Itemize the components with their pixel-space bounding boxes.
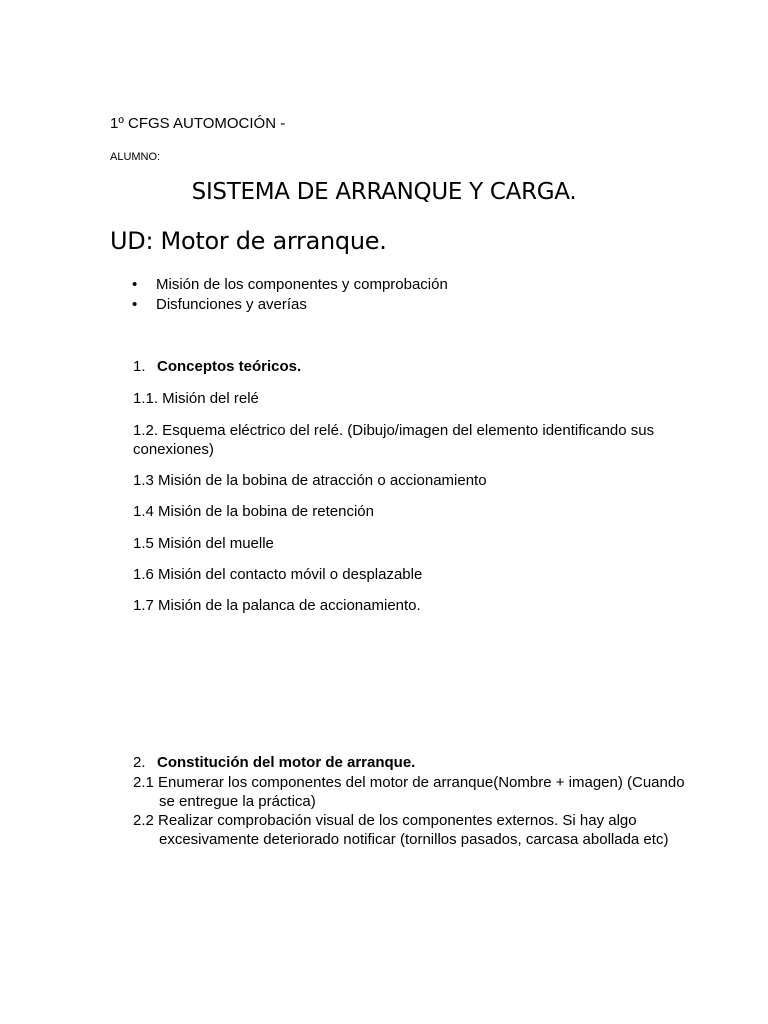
- unit-title: UD: Motor de arranque.: [110, 227, 387, 255]
- bullet-icon: •: [132, 296, 138, 313]
- section-1-item: 1.4 Misión de la bobina de retención: [133, 503, 374, 520]
- section-1-item: 1.5 Misión del muelle: [133, 535, 274, 552]
- section-2-item: 2.2 Realizar comprobación visual de los componentes externos. Si hay algo excesivamente deteriorado notificar (tornillos pasados, carcasa abollada etc): [133, 812, 669, 848]
- objective-text: Disfunciones y averías: [156, 296, 307, 313]
- objectives-list: [130, 275, 448, 315]
- section-1-item: 1.7 Misión de la palanca de accionamiento.: [133, 597, 421, 614]
- document-title: SISTEMA DE ARRANQUE Y CARGA.: [191, 179, 577, 205]
- section-1-heading: [133, 358, 301, 375]
- objective-text: Misión de los componentes y comprobación: [156, 276, 448, 293]
- list-item: [130, 295, 448, 315]
- bullet-icon: •: [132, 276, 138, 293]
- section-title: Constitución del motor de arranque.: [157, 754, 416, 771]
- section-number: 1.: [133, 358, 146, 375]
- section-title: Conceptos teóricos.: [157, 358, 302, 375]
- section-2-item: 2.1 Enumerar los componentes del motor de arranque(Nombre + imagen) (Cuando se entregue la práctica): [133, 774, 685, 810]
- section-1-item: 1.6 Misión del contacto móvil o desplazable: [133, 566, 423, 583]
- list-item: [130, 275, 448, 295]
- section-2-heading: [133, 754, 415, 771]
- course-header: 1º CFGS AUTOMOCIÓN -: [110, 115, 286, 132]
- student-label: ALUMNO:: [110, 151, 161, 163]
- section-1-item: 1.1. Misión del relé: [133, 390, 259, 407]
- section-number: 2.: [133, 754, 146, 771]
- section-1-item: 1.3 Misión de la bobina de atracción o accionamiento: [133, 472, 487, 489]
- section-1-item: 1.2. Esquema eléctrico del relé. (Dibujo/imagen del elemento identificando sus conexiones): [133, 422, 655, 458]
